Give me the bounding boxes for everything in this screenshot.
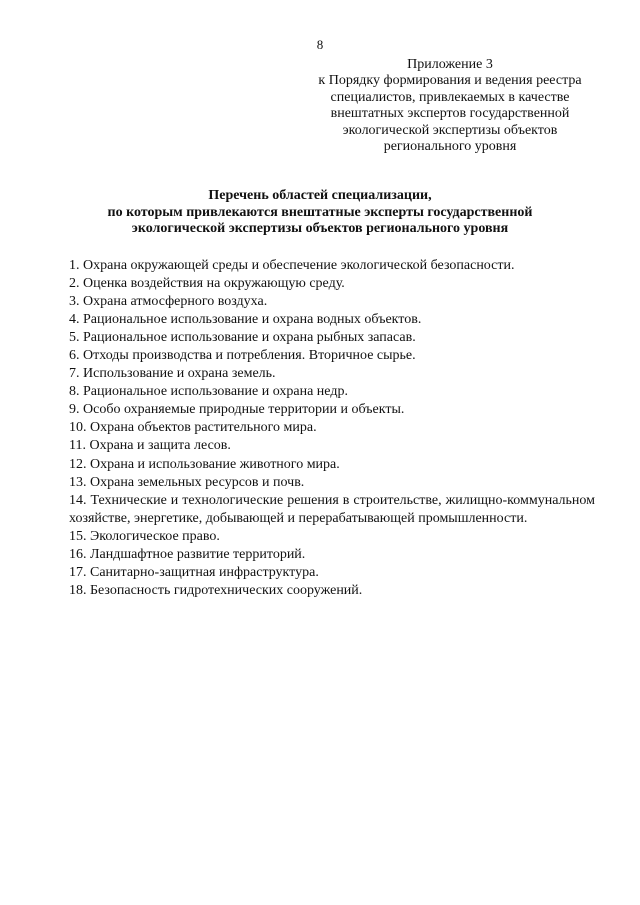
title-line: Перечень областей специализации, [208, 188, 432, 203]
list-item: 11. Охрана и защита лесов. [69, 438, 231, 454]
list-item: 14. Технические и технологические решения в строительстве, жилищно-коммунальном хозяйстве, энергетике, добывающей и перерабатывающей промышленности. [69, 492, 595, 526]
appendix-line: внештатных экспертов государственной [330, 106, 570, 122]
specialization-list [69, 257, 595, 600]
list-item: 16. Ландшафтное развитие территорий. [69, 546, 306, 562]
appendix-reference [290, 57, 610, 155]
list-item: 15. Экологическое право. [69, 528, 220, 544]
appendix-line: к Порядку формирования и ведения реестра [318, 73, 582, 89]
document-title [40, 188, 600, 238]
title-line: по которым привлекаются внештатные эксперты государственной [107, 204, 533, 220]
list-item: 18. Безопасность гидротехнических сооружений. [69, 582, 363, 598]
list-item: 2. Оценка воздействия на окружающую среду. [69, 276, 345, 292]
list-item: 5. Рациональное использование и охрана рыбных запасав. [69, 330, 416, 346]
list-item: 12. Охрана и использование животного мира. [69, 456, 340, 472]
appendix-line: специалистов, привлекаемых в качестве [330, 89, 570, 105]
title-line: экологической экспертизы объектов регионального уровня [131, 221, 509, 236]
list-item: 10. Охрана объектов растительного мира. [69, 420, 317, 436]
list-item: 4. Рациональное использование и охрана водных объектов. [69, 312, 422, 328]
list-item: 17. Санитарно-защитная инфраструктура. [69, 564, 319, 580]
list-item: 1. Охрана окружающей среды и обеспечение экологической безопасности. [69, 258, 515, 273]
page-number: 8 [316, 37, 324, 52]
list-item: 6. Отходы производства и потребления. Вторичное сырье. [69, 348, 416, 364]
list-item: 3. Охрана атмосферного воздуха. [69, 294, 268, 310]
list-item: 9. Особо охраняемые природные территории и объекты. [69, 402, 405, 418]
list-item: 7. Использование и охрана земель. [69, 366, 276, 382]
appendix-line: регионального уровня [383, 139, 517, 155]
appendix-line: Приложение 3 [407, 57, 493, 72]
appendix-line: экологической экспертизы объектов [342, 122, 558, 138]
list-item: 13. Охрана земельных ресурсов и почв. [69, 474, 305, 490]
list-item: 8. Рациональное использование и охрана недр. [69, 384, 348, 400]
